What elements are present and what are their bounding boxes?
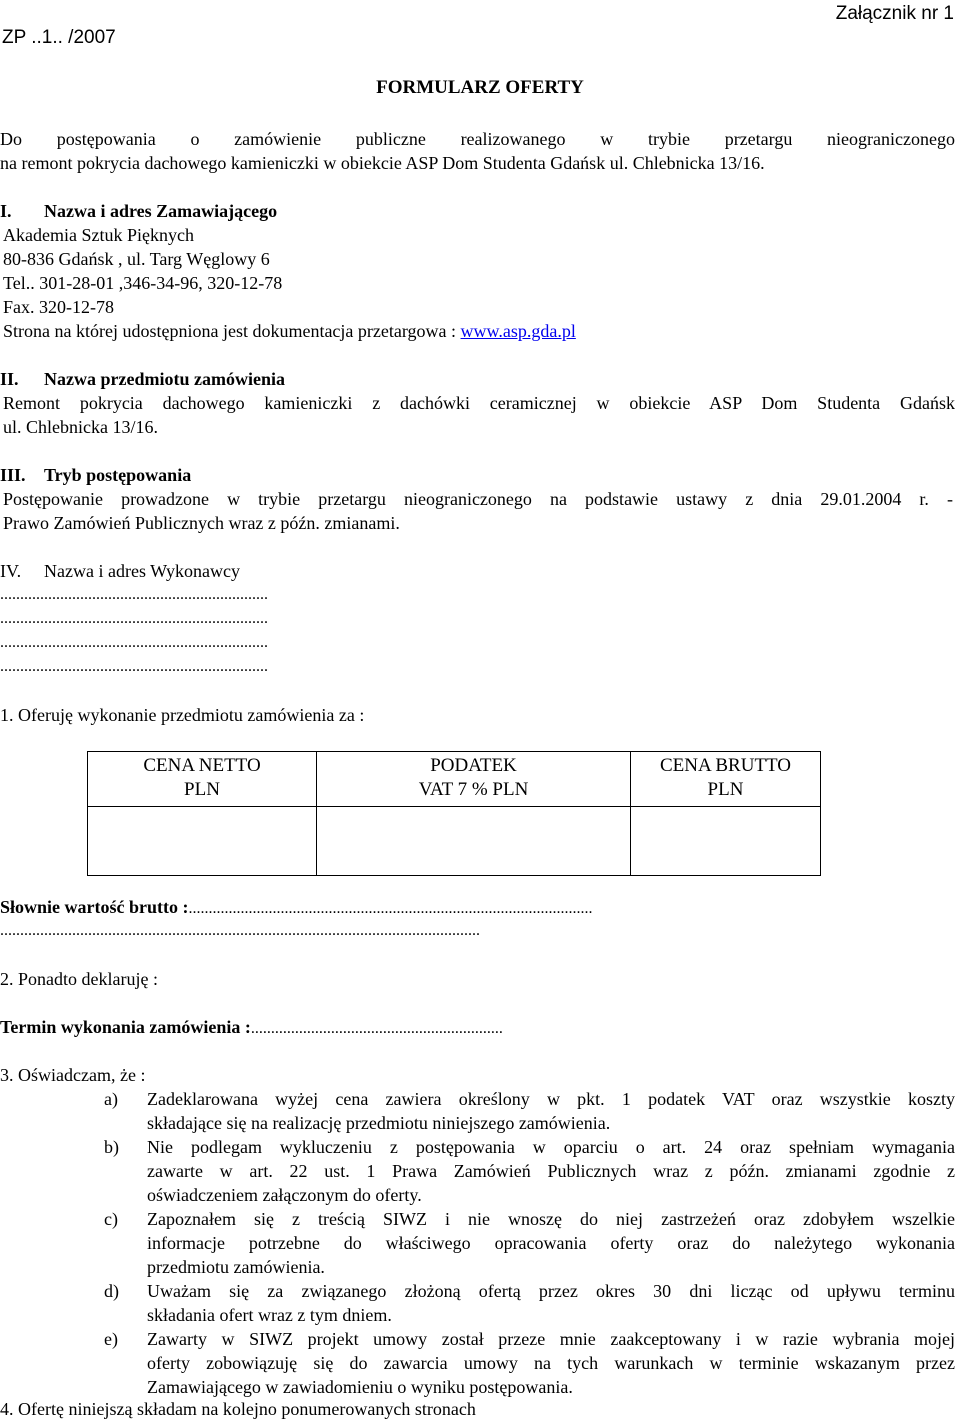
price-table-value-row [88,807,821,876]
statement-c-letter: c) [104,1209,118,1229]
intro-line-2: na remont pokrycia dachowego kamieniczki w obiekcie ASP Dom Studenta Gdańsk ul. Chlebnicka 13/16. [0,153,765,173]
statement-b-line-3: oświadczeniem załączonym do oferty. [147,1185,422,1205]
contractor-dots-4[interactable]: ................................................................... [0,658,268,675]
price-header-brutto-line2: PLN [707,779,744,800]
statement-b-letter: b) [104,1137,119,1157]
price-header-netto-line2: PLN [184,779,220,800]
statement-e-letter: e) [104,1329,118,1349]
section-1-number: I. [0,201,12,221]
statement-d-line-1: Uważam się za związanego złożoną ofertą przez okres 30 dni licząc od upływu terminu [147,1281,955,1301]
section-4-number: IV. [0,561,22,581]
price-header-brutto-line1: CENA BRUTTO [659,755,792,776]
declare-label: 2. Ponadto deklaruję : [0,969,158,989]
words-dots-1[interactable]: ..................................................................................................... [188,900,593,917]
website-link[interactable]: www.asp.gda.pl [460,321,576,341]
section-2-number: II. [0,369,19,389]
zamawiajacy-phone: Tel.. 301-28-01 ,346-34-96, 320-12-78 [3,273,283,293]
statement-e-line-3: Zamawiającego w zawiadomieniu o wyniku postępowania. [147,1377,573,1397]
price-header-vat-line2: VAT 7 % PLN [418,779,529,800]
statement-c-text [147,1207,955,1279]
intro-line-1: Do postępowania o zamówienie publiczne realizowanego w trybie przetargu nieograniczonego [0,129,955,149]
procedure-line-2: Prawo Zamówień Publicznych wraz z późn. zmianami. [3,513,400,533]
statement-a-line-2: składające się na realizację przedmiotu niniejszego zamówienia. [147,1113,611,1133]
statement-e-text [147,1327,955,1399]
statement-c-line-3: przedmiotu zamówienia. [147,1257,325,1277]
attachment-label: Załącznik nr 1 [835,3,954,24]
statement-a-letter: a) [104,1089,118,1109]
statement-d-text [147,1279,955,1327]
price-header-brutto [631,752,821,807]
zamawiajacy-fax: Fax. 320-12-78 [3,297,114,317]
subject-line-2: ul. Chlebnicka 13/16. [3,417,158,437]
zamawiajacy-name: Akademia Sztuk Pięknych [3,225,194,245]
section-1-heading: Nazwa i adres Zamawiającego [44,201,278,221]
term-dots[interactable]: ............................................................... [250,1020,503,1037]
section-4-heading: Nazwa i adres Wykonawcy [44,561,241,581]
statement-b-text [147,1135,955,1207]
price-header-vat [317,752,631,807]
statement-b-line-2: zawarte w art. 22 ust. 1 Prawa Zamówień Publicznych wraz z późn. zmianami zgodnie z [147,1161,955,1181]
statement-c-line-2: informacje potrzebne do właściwego opracowania oferty oraz do należytego wykonania [147,1233,955,1253]
price-table-header-row [88,752,821,807]
website-prefix: Strona na której udostępniona jest dokumentacja przetargowa : [3,321,461,341]
section-2-heading: Nazwa przedmiotu zamówienia [44,369,285,389]
contractor-dots-2[interactable]: ................................................................... [0,610,268,627]
section-3-heading: Tryb postępowania [44,465,192,485]
term-line [0,1015,503,1041]
price-header-netto [88,752,317,807]
contractor-dots-3[interactable]: ................................................................... [0,634,268,651]
statements-label: 3. Oświadczam, że : [0,1065,146,1085]
statement-a-line-1: Zadeklarowana wyżej cena zawiera określony w pkt. 1 podatek VAT oraz wszystkie koszty [147,1089,955,1109]
statement-e-line-1: Zawarty w SIWZ projekt umowy został przeze mnie zaakceptowany i w razie wybrania mojej [147,1329,955,1349]
price-brutto-cell[interactable] [631,807,821,876]
term-label: Termin wykonania zamówienia : [0,1017,251,1037]
statement-d-line-2: składania ofert wraz z tym dniem. [147,1305,392,1325]
document-reference: ZP ..1.. /2007 [2,27,116,48]
contractor-dots-1[interactable]: ................................................................... [0,586,268,603]
price-header-vat-line1: PODATEK [430,755,517,776]
price-vat-cell[interactable] [317,807,631,876]
statement-d-letter: d) [104,1281,119,1301]
section-3-number: III. [0,465,26,485]
words-label: Słownie wartość brutto : [0,897,189,917]
offer-label: 1. Oferuję wykonanie przedmiotu zamówienia za : [0,705,365,725]
words-dots-2[interactable]: ........................................................................................................................ [0,922,480,939]
statement-a-text [147,1087,955,1135]
statement-c-line-1: Zapoznałem się z treścią SIWZ i nie wnoszę do niej zastrzeżeń oraz zdobyłem wszelkie [147,1209,955,1229]
website-line [3,319,576,343]
price-header-netto-line1: CENA NETTO [143,755,261,776]
zamawiajacy-address: 80-836 Gdańsk , ul. Targ Węglowy 6 [3,249,270,269]
form-title: FORMULARZ OFERTY [376,77,584,98]
statement-e-line-2: oferty zobowiązuję się do zawarcia umowy na tych warunkach w terminie wskazanym przez [147,1353,955,1373]
statement-b-line-1: Nie podlegam wykluczeniu z postępowania w oparciu o art. 24 oraz spełniam wymagania [147,1137,955,1157]
item-4: 4. Ofertę niniejszą składam na kolejno ponumerowanych stronach [0,1399,476,1419]
procedure-line-1: Postępowanie prowadzone w trybie przetargu nieograniczonego na podstawie ustawy z dnia 29.01.2004 r. - [3,489,953,509]
subject-line-1: Remont pokrycia dachowego kamieniczki z dachówki ceramicznej w obiekcie ASP Dom Studenta Gdańsk [3,393,955,413]
words-line [0,895,592,921]
price-table [87,751,821,876]
price-netto-cell[interactable] [88,807,317,876]
